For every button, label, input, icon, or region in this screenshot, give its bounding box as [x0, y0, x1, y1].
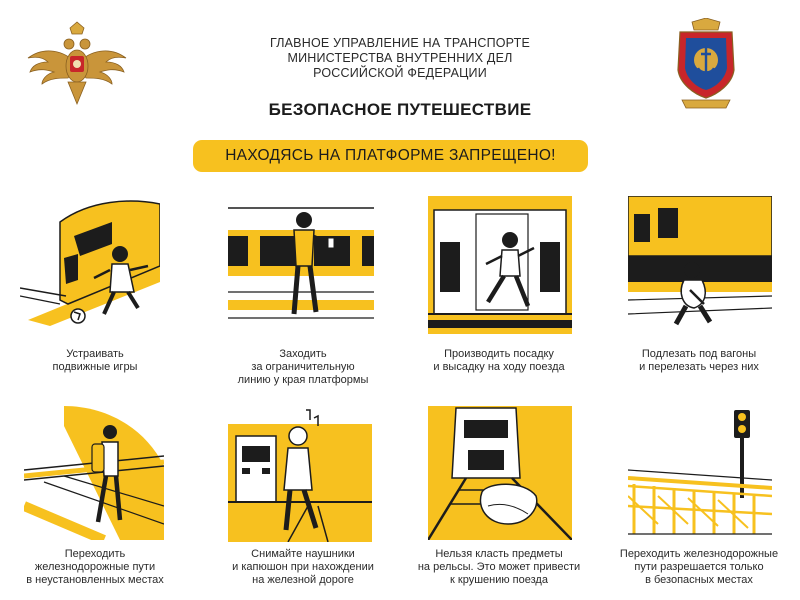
poster-title: БЕЗОПАСНОЕ ПУТЕШЕСТВИЕ — [268, 100, 532, 119]
rule-caption: Нельзя класть предметы на рельсы. Это может привести к крушению поезда — [417, 548, 581, 586]
organization-title — [250, 36, 550, 81]
org-line-3: РОССИЙСКОЙ ФЕДЕРАЦИИ — [313, 66, 487, 80]
crawling-under-wagon-icon — [628, 196, 772, 334]
rule-caption: Производить посадку и высадку на ходу поезда — [433, 348, 565, 373]
crossing-tracks-icon — [24, 406, 164, 540]
platform-edge-line-icon — [228, 196, 374, 332]
transport-police-shield-icon — [672, 18, 740, 110]
org-line-2: МИНИСТЕРСТВА ВНУТРЕННИХ ДЕЛ — [287, 51, 513, 65]
rule-caption: Снимайте наушники и капюшон при нахождении на железной дороге — [232, 548, 374, 586]
safe-crossing-icon — [628, 406, 772, 540]
rule-caption: Заходить за ограничительную линию у края платформы — [237, 348, 369, 386]
mvd-eagle-emblem-icon — [24, 20, 130, 106]
rule-caption: Устраивать подвижные игры — [52, 348, 138, 373]
objects-on-rails-icon — [428, 406, 572, 540]
warning-banner-text: НАХОДЯСЬ НА ПЛАТФОРМЕ ЗАПРЕЩЕНО! — [225, 147, 556, 164]
jumping-from-train-icon — [428, 196, 572, 334]
headphones-hood-icon — [228, 406, 372, 542]
rule-caption: Переходить железнодорожные пути в неустановленных местах — [26, 548, 164, 586]
children-playing-icon — [20, 196, 160, 332]
warning-banner — [193, 140, 588, 172]
org-line-1: ГЛАВНОЕ УПРАВЛЕНИЕ НА ТРАНСПОРТЕ — [269, 36, 531, 50]
rule-caption: Подлезать под вагоны и перелезать через них — [639, 348, 759, 373]
rule-caption: Переходить железнодорожные пути разрешается только в безопасных местах — [619, 548, 779, 586]
